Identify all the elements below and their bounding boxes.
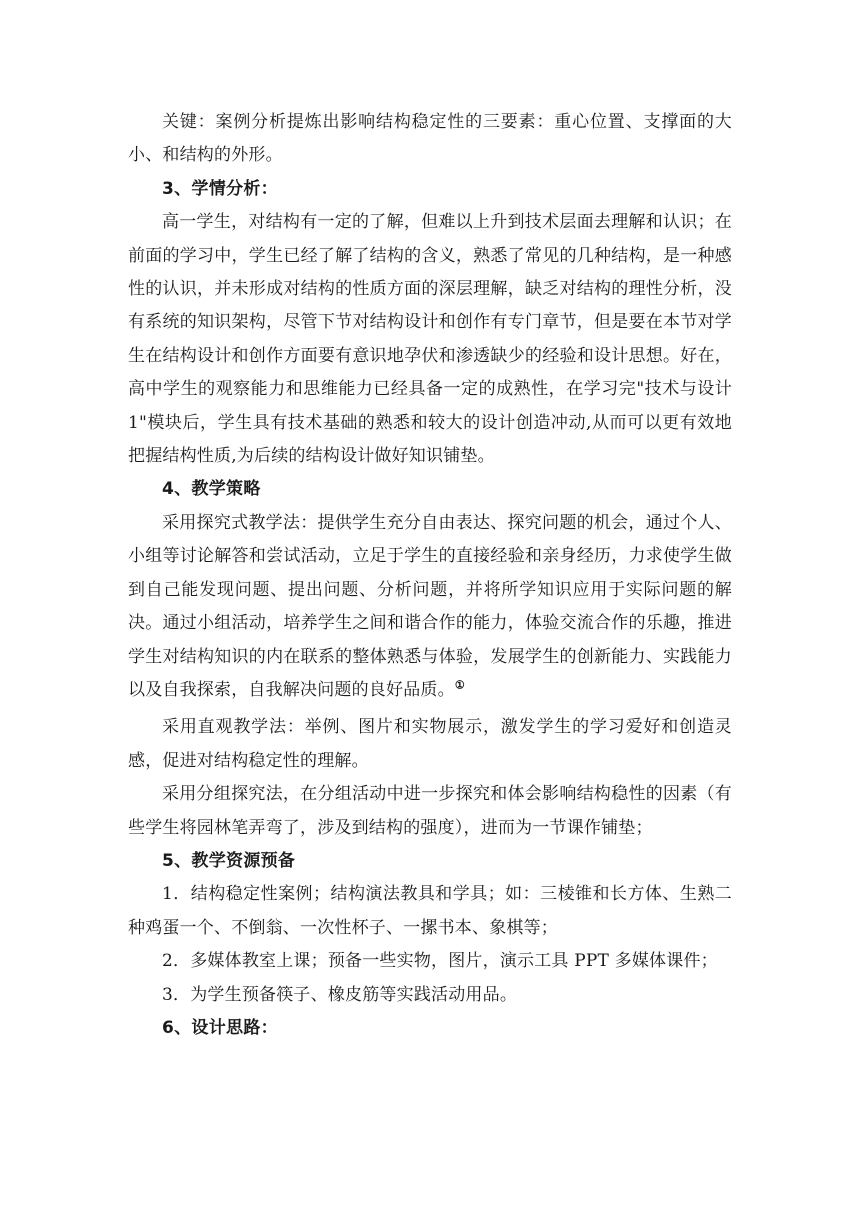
section-4-heading: 4、教学策略 — [162, 479, 261, 500]
section-5-item-3: 3．为学生预备筷子、橡皮筋等实践活动用品。 — [162, 984, 518, 1005]
section-5-heading: 5、教学资源预备 — [162, 850, 296, 871]
key-point-paragraph: 关键：案例分析提炼出影响结构稳定性的三要素：重心位置、支撑面的大小、和结构的外形。 — [128, 112, 732, 166]
section-5-item-2: 2．多媒体教室上课；预备一些实物，图片，演示工具 PPT 多媒体课件； — [162, 951, 718, 972]
section-5-item-1: 1．结构稳定性案例；结构演法教具和学具；如：三棱锥和长方体、生熟二种鸡蛋一个、不倒翁、一次性杯子、一摞书本、象棋等； — [128, 884, 732, 938]
footnote-marker: ① — [454, 678, 465, 692]
section-4-paragraph-2: 采用直观教学法：举例、图片和实物展示，激发学生的学习爱好和创造灵感，促进对结构稳定性的理解。 — [128, 717, 732, 771]
section-4-paragraph-1-text: 采用探究式教学法：提供学生充分自由表达、探究问题的机会，通过个人、小组等讨论解答和尝试活动，立足于学生的直接经验和亲身经历，力求使学生做到自己能发现问题、提出问题、分析问题，并将所学知识应用于实际问题的解决。通过小组活动，培养学生之间和谐合作的能力，体验交流合作的乐趣，推进学生对结构知识的内在联系的整体熟悉与体验，发展学生的创新能力、实践能力以及自我探索，自我解决问题的良好品质。 — [128, 512, 732, 700]
section-3-heading: 3、学情分析： — [162, 178, 278, 199]
section-3-body: 高一学生，对结构有一定的了解，但难以上升到技术层面去理解和认识；在前面的学习中，学生已经了解了结构的含义，熟悉了常见的几种结构，是一种感性的认识，并未形成对结构的性质方面的深层理解，缺乏对结构的理性分析，没有系统的知识架构，尽管下节对结构设计和创作有专门章节，但是要在本节对学生在结构设计和创作方面要有意识地孕伏和渗透缺少的经验和设计思想。好在，高中学生的观察能力和思维能力已经具备一定的成熟性，在学习完"技术与设计1"模块后，学生具有技术基础的熟悉和较大的设计创造冲动,从而可以更有效地把握结构性质,为后续的结构设计做好知识铺垫。 — [128, 212, 732, 467]
section-6-heading: 6、设计思路： — [162, 1017, 278, 1038]
section-4-paragraph-3: 采用分组探究法，在分组活动中进一步探究和体会影响结构稳性的因素（有些学生将园林笔弄弯了，涉及到结构的强度），进而为一节课作铺垫； — [128, 784, 732, 838]
section-4-paragraph-1 — [128, 507, 732, 707]
